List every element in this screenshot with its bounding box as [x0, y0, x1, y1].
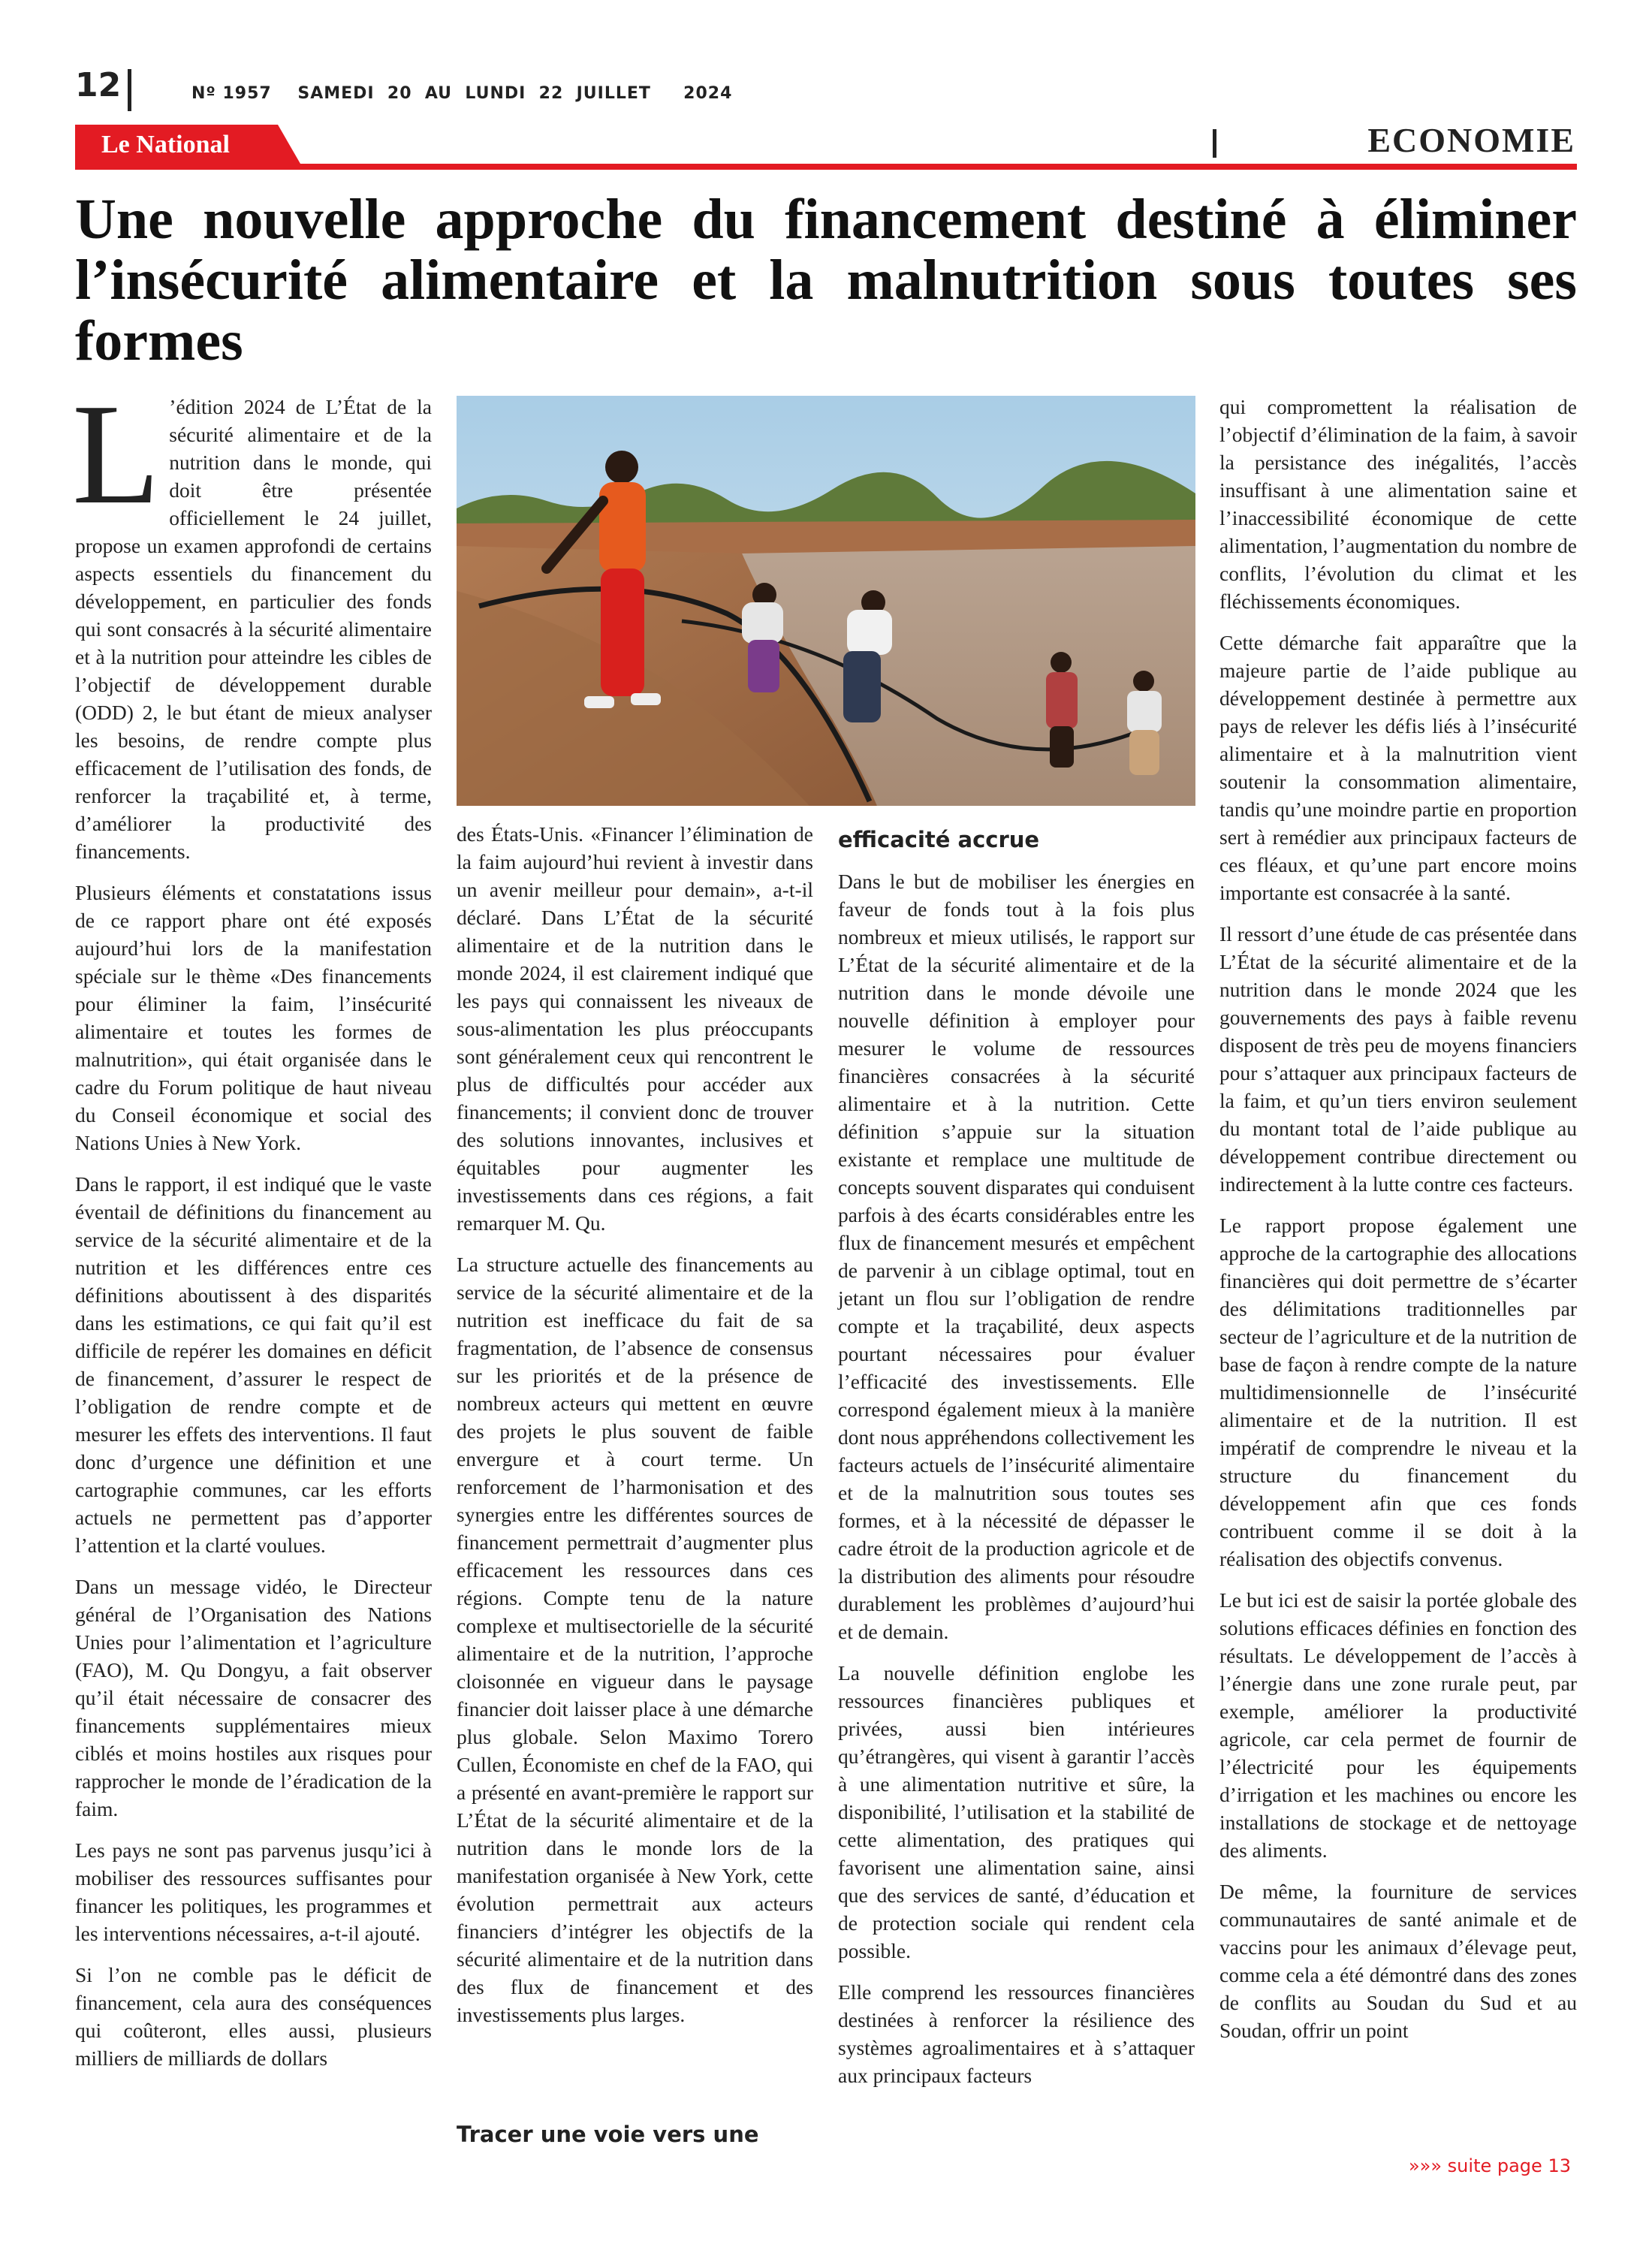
- article-paragraph: Dans un message vidéo, le Directeur général de l’Organisation des Nations Unies pour l’alimentation et l’agriculture (FAO), M. Qu Dongyu, a fait observer qu’il était nécessaire de consacrer des financements supplémentaires mieux ciblés et moins hostiles aux risques pour rapprocher le monde de l’éradication de la faim.: [75, 1575, 432, 1820]
- article-paragraph: De même, la fourniture de services communautaires de santé animale et de vaccins pour les animaux d’élevage peut, comme cela a été démontré dans des zones de conflits au Soudan du Sud et au Soudan, offrir un point: [1219, 1880, 1577, 2042]
- article-paragraph: Elle comprend les ressources financières destinées à renforcer la résilience des systèmes agroalimentaires et à s’attaquer aux principaux facteurs: [838, 1980, 1195, 2087]
- article-paragraph: Dans le rapport, il est indiqué que le vaste éventail de définitions du financement au service de la sécurité alimentaire et de la nutrition et les différences entre ces définitions aboutissent à des disparités dans les estimations, ce qui fait qu’il est difficile de repérer les domaines en déficit de financement, d’assurer le respect de l’obligation de rendre compte et de mesurer les effets des interventions. Il faut donc d’urgence une définition et une cartographie communes, car les efforts actuels ne permettent pas d’apporter l’attention et la clarté voulues.: [75, 1172, 432, 1557]
- section-divider: [1213, 129, 1216, 158]
- brand-name: Le National: [101, 131, 230, 158]
- article-paragraph: Si l’on ne comble pas le déficit de financement, cela aura des conséquences qui coûteront, elles aussi, plusieurs milliers de milliards de dollars: [75, 1963, 432, 2070]
- article-paragraph: qui compromettent la réalisation de l’objectif d’élimination de la faim, à savoir la persistance des inégalités, l’accès insuffisant à une alimentation saine et l’inaccessibilité économique de cette alimentation, l’augmentation du nombre de conflits, l’évolution du climat et les fléchissements économiques.: [1219, 395, 1577, 613]
- article-paragraph: Plusieurs éléments et constatations issus de ce rapport phare ont été exposés aujourd’hui lors de la manifestation spéciale sur le thème «Des financements pour éliminer la faim, l’insécurité alimentaire et toutes les formes de malnutrition», qui était organisée dans le cadre du Forum politique de haut niveau du Conseil économique et social des Nations Unies à New York.: [75, 881, 432, 1154]
- article-photo: [457, 396, 1195, 806]
- photo-farmers-pond-icon: [457, 396, 1195, 806]
- paragraph-text: ’édition 2024 de L’État de la sécurité alimentaire et de la nutrition dans le monde, qui doit être présentée officiellement le 24 juillet, propose un examen approfondi de certains aspects essentiels du financement du développement, en particulier des fonds qui sont consacrés à la sécurité alimentaire et à la nutrition pour atteindre les cibles de l’objectif de développement durable (ODD) 2, le but étant de mieux analyser les besoins, de rendre compte plus efficacement de l’utilisation des fonds, de renforcer la traçabilité et, à terme, d’améliorer la productivité des financements.: [75, 395, 432, 863]
- article-paragraph: Le but ici est de saisir la portée globale des solutions efficaces définies en fonction des résultats. Le développement de l’accès à l’énergie dans une zone rurale peut, par exemple, améliorer la productivité agricole, car cela permet de fournir de l’électricité pour les équipements d’irrigation et les machines ou encore les installations de stockage et de nettoyage des aliments.: [1219, 1588, 1577, 1862]
- article-paragraph: des États-Unis. «Financer l’élimination de la faim aujourd’hui revient à investir dans un avenir meilleur pour demain», a-t-il déclaré. Dans L’État de la sécurité alimentaire et de la nutrition dans le monde 2024, il est clairement indiqué que les pays qui connaissent les niveaux de sous-alimentation les plus préoccupants sont généralement ceux qui rencontrent le plus de difficultés pour accéder aux financements; il convient donc de trouver des solutions innovantes, inclusives et équitables pour augmenter les investissements dans ces régions, a fait remarquer M. Qu.: [457, 822, 813, 1235]
- subheading-part-2: efficacité accrue: [838, 827, 1040, 852]
- article-paragraph: [72, 374, 432, 865]
- article-paragraph: Cette démarche fait apparaître que la majeure partie de l’aide publique au développement destinée à permettre aux pays de relever les défis liés à l’insécurité alimentaire et à la malnutrition vient soutenir la consommation alimentaire, tandis qu’une moindre partie en proportion sert à remédier aux principaux facteurs de ces fléaux, et qu’une part encore moins importante est consacrée à la santé.: [1219, 631, 1577, 904]
- article-column-4: [1219, 393, 1577, 2058]
- article-column-1: [72, 374, 432, 2086]
- article-paragraph: Dans le but de mobiliser les énergies en faveur de fonds tout à la fois plus nombreux et mieux utilisés, le rapport sur L’État de la sécurité alimentaire et de la nutrition dans le monde dévoile une nouvelle définition à employer pour mesurer le volume de ressources financières consacrées à la sécurité alimentaire et à la nutrition. Cette définition s’appuie sur la situation existante et remplace une multitude de concepts souvent disparates qui conduisent parfois à des écarts considérables entre les flux de financement mesurés et empêchent de parvenir à un ciblage optimal, tout en jetant un flou sur l’obligation de rendre compte et la traçabilité, deux aspects pourtant nécessaires pour évaluer l’efficacité des investissements. Elle correspond également mieux à la manière dont nous appréhendons collectivement les facteurs actuels de l’insécurité alimentaire et de la malnutrition sous toutes ses formes, et à la nécessité de dépasser le cadre étroit de la production agricole et de la distribution des aliments pour résoudre durablement les problèmes d’aujourd’hui et de demain.: [838, 870, 1195, 1643]
- article-headline: Une nouvelle approche du financement destiné à éliminer l’insécurité alimentaire et la malnutrition sous toutes ses formes: [75, 188, 1577, 372]
- drop-cap: L: [72, 374, 161, 534]
- continued-on-page-link[interactable]: »»» suite page 13: [1409, 2155, 1571, 2176]
- issue-info: Nº 1957 SAMEDI 20 AU LUNDI 22 JUILLET 2024: [191, 84, 733, 103]
- page-number: 12: [75, 66, 122, 104]
- header-rule: [75, 164, 1577, 170]
- article-paragraph: Le rapport propose également une approche de la cartographie des allocations financières qui doit permettre de s’écarter des délimitations traditionnelles par secteur de l’agriculture et de la nutrition de base de façon à rendre compte de la nature multidimensionnelle de l’insécurité alimentaire et de la nutrition. Il est impératif de comprendre le niveau et la structure du financement du développement afin que ces fonds contribuent comme il se doit à la réalisation des objectifs convenus.: [1219, 1214, 1577, 1570]
- article-column-3: [838, 867, 1195, 2103]
- article-paragraph: Il ressort d’une étude de cas présentée dans L’État de la sécurité alimentaire et de la nutrition dans le monde 2024 que les gouvernements des pays à faible revenu disposent de très peu de moyens financiers pour s’attaquer aux principaux facteurs de la faim, et qu’un tiers environ seulement du montant total de l’aide publique au développement contribue directement ou indirectement à la lutte contre ces facteurs.: [1219, 922, 1577, 1196]
- article-column-2: [457, 820, 813, 2042]
- article-paragraph: La structure actuelle des financements au service de la sécurité alimentaire et de la nutrition est inefficace du fait de sa fragmentation, de l’absence de consensus sur les priorités et de la présence de nombreux acteurs qui mettent en œuvre des projets le plus souvent de faible envergure et à court terme. Un renforcement de l’harmonisation et des synergies entre les différentes sources de financement permettrait d’augmenter plus efficacement les ressources dans ces régions. Compte tenu de la nature complexe et multisectorielle de la sécurité alimentaire et de la nutrition, l’approche cloisonnée en vigueur dans le paysage financier doit laisser place à une démarche plus globale. Selon Maximo Torero Cullen, Économiste en chef de la FAO, qui a présenté en avant-première le rapport sur L’État de la sécurité alimentaire et de la nutrition dans le monde lors de la manifestation organisée à New York, cette évolution permettrait aux acteurs financiers d’intégrer les objectifs de la sécurité alimentaire et de la nutrition dans des flux de financement et des investissements plus larges.: [457, 1253, 813, 2026]
- article-paragraph: La nouvelle définition englobe les ressources financières publiques et privées, aussi bien intérieures qu’étrangères, qui visent à garantir l’accès à une alimentation nutritive et sûre, la disponibilité, l’utilisation et la stabilité de cette alimentation, des pratiques qui favorisent une alimentation saine, ainsi que des services de santé, d’éducation et de protection sociale qui rendent cela possible.: [838, 1661, 1195, 1962]
- subheading-part-1: Tracer une voie vers une: [457, 2122, 759, 2147]
- page-number-divider: [128, 69, 131, 111]
- section-title: ECONOMIE: [1367, 121, 1575, 159]
- article-paragraph: Les pays ne sont pas parvenus jusqu’ici à mobiliser des ressources suffisantes pour financer les politiques, les programmes et les interventions nécessaires, a-t-il ajouté.: [75, 1838, 432, 1945]
